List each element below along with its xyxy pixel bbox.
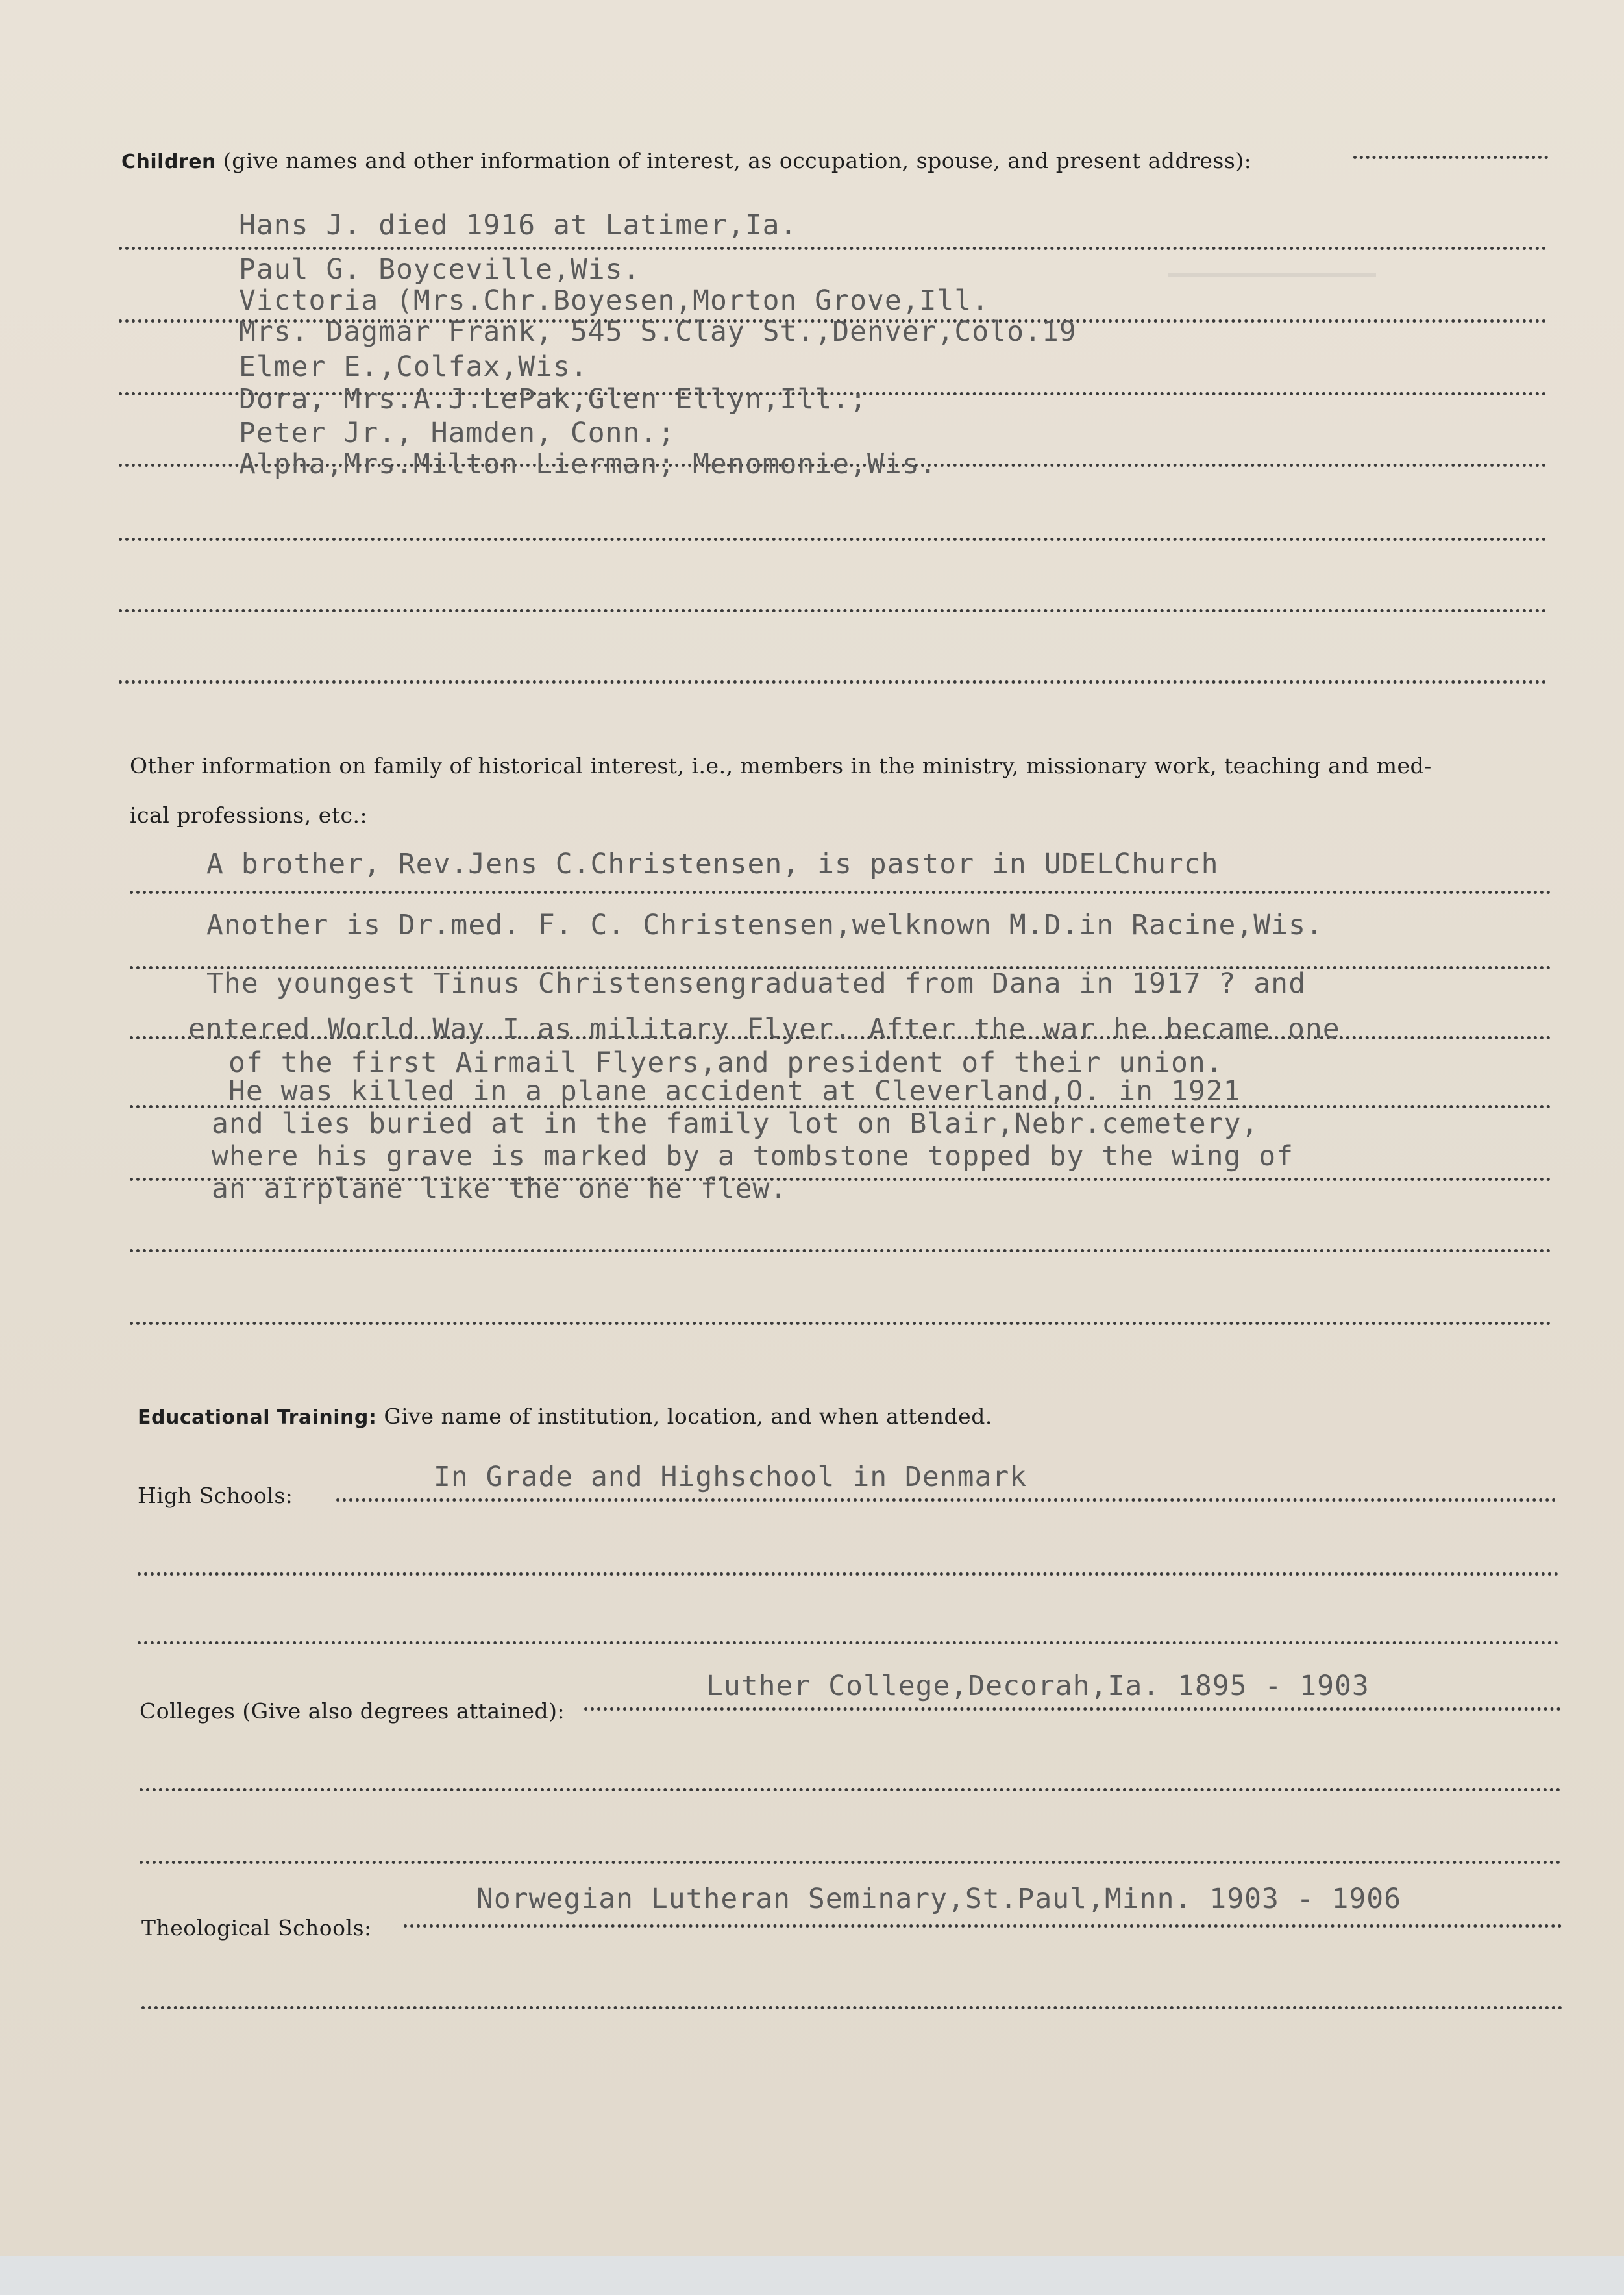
other-info-line-5: of the first Airmail Flyers,and president of their union. bbox=[228, 1047, 1224, 1079]
children-heading-bold: Children bbox=[121, 151, 216, 173]
children-heading-text: (give names and other information of interest, as occupation, spouse, and present address): bbox=[223, 148, 1252, 173]
theological-schools-value: Norwegian Lutheran Seminary,St.Paul,Minn. 1903 - 1906 bbox=[476, 1883, 1402, 1915]
children-heading bbox=[121, 148, 1251, 173]
child-entry-6: Dora, Mrs.A.J.LePak,Glen Ellyn,Ill.; bbox=[239, 383, 867, 416]
theological-schools-label: Theological Schools: bbox=[141, 1915, 372, 1941]
child-entry-8: Alpha,Mrs.Milton Lierman; Menomonie,Wis. bbox=[239, 448, 937, 480]
other-info-dotline-6 bbox=[130, 1249, 1551, 1252]
other-info-line-4: entered World Way I as military Flyer. After the war he became one bbox=[188, 1013, 1340, 1045]
high-schools-dotline-3 bbox=[138, 1641, 1559, 1644]
children-dotline-6 bbox=[119, 609, 1547, 612]
education-heading bbox=[138, 1404, 992, 1429]
child-entry-2: Paul G. Boyceville,Wis. bbox=[239, 253, 641, 286]
other-info-heading-line2: ical professions, etc.: bbox=[130, 802, 368, 828]
other-info-line-9: an airplane like the one he flew. bbox=[212, 1172, 788, 1205]
high-schools-dotline-1 bbox=[336, 1498, 1556, 1502]
education-heading-bold: Educational Training: bbox=[138, 1406, 377, 1429]
child-entry-3: Victoria (Mrs.Chr.Boyesen,Morton Grove,Ill. bbox=[239, 284, 990, 317]
other-info-line-8: where his grave is marked by a tombstone topped by the wing of bbox=[212, 1140, 1294, 1172]
other-info-line-3: The youngest Tinus Christensengraduated from Dana in 1917 ? and bbox=[206, 967, 1306, 1000]
other-info-dotline-7 bbox=[130, 1322, 1551, 1325]
child-entry-1: Hans J. died 1916 at Latimer,Ia. bbox=[239, 209, 798, 242]
children-dotline-7 bbox=[119, 680, 1547, 684]
colleges-dotline-1 bbox=[584, 1707, 1561, 1711]
theological-dotline-1 bbox=[404, 1924, 1562, 1928]
colleges-label: Colleges (Give also degrees attained): bbox=[140, 1698, 565, 1724]
colleges-value: Luther College,Decorah,Ia. 1895 - 1903 bbox=[706, 1670, 1370, 1702]
children-dotline-5 bbox=[119, 538, 1547, 541]
education-heading-text: Give name of institution, location, and when attended. bbox=[384, 1404, 992, 1429]
high-schools-value: In Grade and Highschool in Denmark bbox=[434, 1461, 1027, 1493]
child-entry-4: Mrs. Dagmar Frank, 545 S.Clay St.,Denver,Colo.19 bbox=[239, 316, 1077, 348]
other-info-line-2: Another is Dr.med. F. C. Christensen,welknown M.D.in Racine,Wis. bbox=[206, 909, 1323, 941]
colleges-dotline-2 bbox=[140, 1788, 1561, 1791]
show-through-artifact bbox=[1168, 273, 1376, 316]
other-info-heading-line1: Other information on family of historical interest, i.e., members in the ministry, missionary work, teaching and med- bbox=[130, 753, 1432, 778]
high-schools-label: High Schools: bbox=[138, 1483, 293, 1508]
other-info-dotline-1 bbox=[130, 891, 1551, 894]
other-info-line-6: He was killed in a plane accident at Cleverland,O. in 1921 bbox=[228, 1075, 1241, 1108]
other-info-line-1: A brother, Rev.Jens C.Christensen, is pastor in UDELChurch bbox=[206, 848, 1219, 880]
theological-dotline-2 bbox=[141, 2006, 1563, 2009]
child-entry-7: Peter Jr., Hamden, Conn.; bbox=[239, 417, 676, 449]
colleges-dotline-3 bbox=[140, 1861, 1561, 1864]
scan-margin bbox=[0, 2256, 1624, 2295]
children-heading-dotline bbox=[1353, 156, 1548, 159]
children-dotline-1 bbox=[119, 247, 1547, 250]
other-info-line-7: and lies buried at in the family lot on Blair,Nebr.cemetery, bbox=[212, 1108, 1259, 1140]
child-entry-5: Elmer E.,Colfax,Wis. bbox=[239, 351, 588, 383]
high-schools-dotline-2 bbox=[138, 1572, 1559, 1576]
